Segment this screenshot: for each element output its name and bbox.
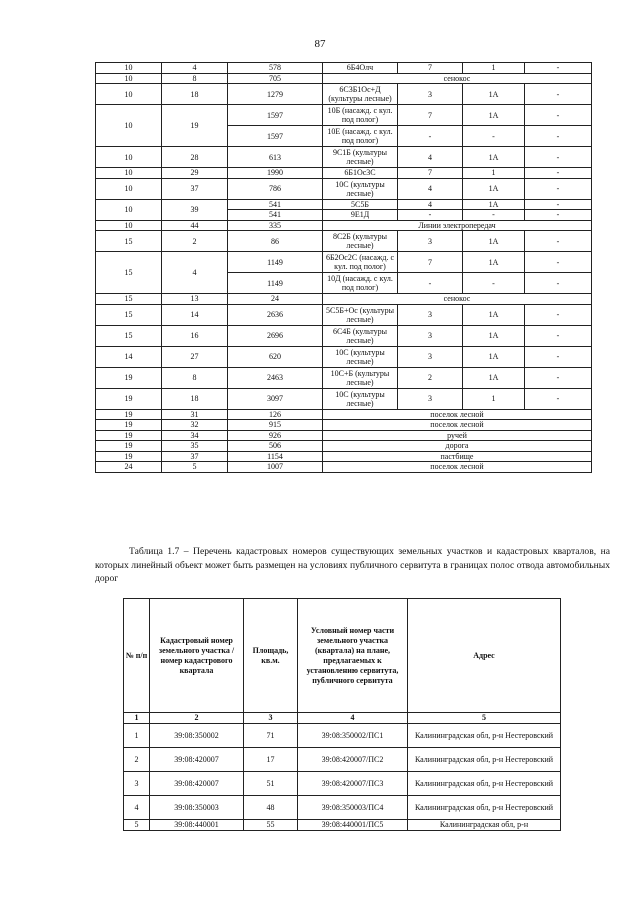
land-type-cell: ручей — [323, 430, 592, 441]
area-cell: 51 — [244, 772, 298, 796]
class-cell: 3 — [398, 304, 463, 325]
table-row — [96, 84, 592, 105]
quarter-cell: 19 — [96, 441, 162, 452]
area-cell: 1597 — [228, 126, 323, 147]
extra-cell: - — [525, 231, 592, 252]
composition-cell: 10С+Б (культуры лесные) — [323, 367, 398, 388]
extra-cell: - — [525, 84, 592, 105]
area-cell: 506 — [228, 441, 323, 452]
page-number: 87 — [314, 38, 326, 50]
plot-cell: 31 — [162, 409, 228, 420]
extra-cell: - — [525, 199, 592, 210]
table-row — [96, 231, 592, 252]
table-row — [96, 105, 592, 126]
quarter-cell: 15 — [96, 231, 162, 252]
category-cell: 1А — [463, 231, 525, 252]
quarter-cell: 10 — [96, 168, 162, 179]
area-cell: 926 — [228, 430, 323, 441]
quarter-cell: 15 — [96, 252, 162, 294]
plot-cell: 13 — [162, 294, 228, 305]
cadastral-number-cell: 39:08:350003 — [150, 796, 244, 820]
plot-cell: 18 — [162, 84, 228, 105]
class-cell: 7 — [398, 168, 463, 179]
category-cell: 1А — [463, 178, 525, 199]
header-cadastral-number: Кадастровый номер земельного участка /номер кадастрового квартала — [150, 599, 244, 713]
category-cell: 1 — [463, 168, 525, 179]
class-cell: 4 — [398, 147, 463, 168]
area-cell: 24 — [228, 294, 323, 305]
column-number: 2 — [150, 713, 244, 724]
table-row — [124, 796, 561, 820]
plot-cell: 19 — [162, 105, 228, 147]
category-cell: 1А — [463, 325, 525, 346]
extra-cell: - — [525, 63, 592, 74]
row-number-cell: 1 — [124, 724, 150, 748]
address-cell: Калининградская обл, р-н Нестеровский — [408, 748, 561, 772]
plot-cell: 29 — [162, 168, 228, 179]
plot-cell: 8 — [162, 367, 228, 388]
category-cell: 1А — [463, 147, 525, 168]
plot-cell: 32 — [162, 420, 228, 431]
composition-cell: 6С3Б1Ос+Д (культуры лесные) — [323, 84, 398, 105]
plot-cell: 37 — [162, 178, 228, 199]
area-cell: 1149 — [228, 273, 323, 294]
plot-cell: 8 — [162, 73, 228, 84]
table-row — [124, 724, 561, 748]
easement-part-cell: 39:08:420007/ПС3 — [298, 772, 408, 796]
category-cell: 1А — [463, 367, 525, 388]
area-cell: 1007 — [228, 462, 323, 473]
table-row — [96, 168, 592, 179]
composition-cell: 6Б1Ос3С — [323, 168, 398, 179]
table-row — [96, 367, 592, 388]
table-row — [124, 772, 561, 796]
easement-part-cell: 39:08:420007/ПС2 — [298, 748, 408, 772]
area-cell: 915 — [228, 420, 323, 431]
plot-cell: 39 — [162, 199, 228, 220]
class-cell: 4 — [398, 178, 463, 199]
class-cell: 3 — [398, 84, 463, 105]
extra-cell: - — [525, 147, 592, 168]
address-cell: Калининградская обл, р-н Нестеровский — [408, 772, 561, 796]
quarter-cell: 15 — [96, 325, 162, 346]
area-cell: 786 — [228, 178, 323, 199]
land-type-cell: поселок лесной — [323, 462, 592, 473]
plot-cell: 27 — [162, 346, 228, 367]
table-row — [96, 304, 592, 325]
land-type-cell: сенокос — [323, 294, 592, 305]
area-cell: 55 — [244, 820, 298, 831]
area-cell: 705 — [228, 73, 323, 84]
category-cell: 1А — [463, 252, 525, 273]
quarter-cell: 10 — [96, 220, 162, 231]
table-row — [96, 388, 592, 409]
column-number: 1 — [124, 713, 150, 724]
address-cell: Калининградская обл, р-н Нестеровский — [408, 724, 561, 748]
quarter-cell: 19 — [96, 388, 162, 409]
composition-cell: 10Б (насажд. с кул. под полог) — [323, 105, 398, 126]
class-cell: 3 — [398, 325, 463, 346]
land-type-cell: поселок лесной — [323, 420, 592, 431]
easement-table — [123, 598, 561, 831]
table-row — [96, 346, 592, 367]
category-cell: 1А — [463, 84, 525, 105]
plot-cell: 37 — [162, 451, 228, 462]
category-cell: 1 — [463, 388, 525, 409]
column-number: 4 — [298, 713, 408, 724]
extra-cell: - — [525, 388, 592, 409]
easement-part-cell: 39:08:440001/ПС5 — [298, 820, 408, 831]
area-cell: 126 — [228, 409, 323, 420]
plot-cell: 18 — [162, 388, 228, 409]
plot-cell: 35 — [162, 441, 228, 452]
extra-cell: - — [525, 346, 592, 367]
header-address: Адрес — [408, 599, 561, 713]
quarter-cell: 19 — [96, 451, 162, 462]
easement-table-body — [124, 724, 561, 831]
plot-cell: 2 — [162, 231, 228, 252]
composition-cell: 10С (культуры лесные) — [323, 388, 398, 409]
table-row — [96, 294, 592, 305]
easement-part-cell: 39:08:350003/ПС4 — [298, 796, 408, 820]
cadastral-number-cell: 39:08:420007 — [150, 772, 244, 796]
table-row — [96, 462, 592, 473]
composition-cell: 10Е (насажд. с кул. под полог) — [323, 126, 398, 147]
land-type-cell: сенокос — [323, 73, 592, 84]
table-caption-text: Таблица 1.7 – Перечень кадастровых номеров существующих земельных участков и кадастровых кварталов, на которых линейный объект может быть размещен на условиях публичного сервитута в границах полос отвода автомобильных дорог — [95, 546, 610, 584]
header-area: Площадь, кв.м. — [244, 599, 298, 713]
quarter-cell: 19 — [96, 409, 162, 420]
extra-cell: - — [525, 210, 592, 221]
composition-cell: 5С5Б+Ос (культуры лесные) — [323, 304, 398, 325]
class-cell: 3 — [398, 231, 463, 252]
area-cell: 1597 — [228, 105, 323, 126]
class-cell: - — [398, 126, 463, 147]
quarter-cell: 10 — [96, 199, 162, 220]
area-cell: 1990 — [228, 168, 323, 179]
row-number-cell: 4 — [124, 796, 150, 820]
extra-cell: - — [525, 304, 592, 325]
quarter-cell: 10 — [96, 73, 162, 84]
class-cell: 7 — [398, 105, 463, 126]
category-cell: 1А — [463, 105, 525, 126]
plot-cell: 16 — [162, 325, 228, 346]
table-row — [96, 73, 592, 84]
category-cell: - — [463, 210, 525, 221]
extra-cell: - — [525, 178, 592, 199]
table-row — [96, 220, 592, 231]
table-row — [124, 820, 561, 831]
plot-cell: 4 — [162, 63, 228, 74]
land-type-cell: пастбище — [323, 451, 592, 462]
area-cell: 48 — [244, 796, 298, 820]
address-cell: Калининградская обл, р-н — [408, 820, 561, 831]
composition-cell: 6Б4Олч — [323, 63, 398, 74]
table-row — [124, 748, 561, 772]
quarter-cell: 24 — [96, 462, 162, 473]
cadastral-number-cell: 39:08:350002 — [150, 724, 244, 748]
table-row — [96, 178, 592, 199]
extra-cell: - — [525, 273, 592, 294]
row-number-cell: 2 — [124, 748, 150, 772]
forest-plots-table — [95, 62, 592, 473]
composition-cell: 10Д (насажд. с кул. под полог) — [323, 273, 398, 294]
class-cell: 3 — [398, 346, 463, 367]
category-cell: 1А — [463, 346, 525, 367]
plot-cell: 4 — [162, 252, 228, 294]
area-cell: 541 — [228, 210, 323, 221]
column-number: 3 — [244, 713, 298, 724]
quarter-cell: 15 — [96, 304, 162, 325]
land-type-cell: дорога — [323, 441, 592, 452]
quarter-cell: 10 — [96, 84, 162, 105]
quarter-cell: 14 — [96, 346, 162, 367]
area-cell: 71 — [244, 724, 298, 748]
table-caption — [95, 545, 610, 586]
composition-cell: 10С (культуры лесные) — [323, 346, 398, 367]
table-row — [96, 63, 592, 74]
table-row — [96, 420, 592, 431]
cadastral-number-cell: 39:08:420007 — [150, 748, 244, 772]
header-easement-part-number: Условный номер части земельного участка (квартала) на плане, предлагаемых к установлению сервитута, публичного сервитута — [298, 599, 408, 713]
class-cell: 3 — [398, 388, 463, 409]
quarter-cell: 10 — [96, 178, 162, 199]
area-cell: 541 — [228, 199, 323, 210]
quarter-cell: 10 — [96, 105, 162, 147]
quarter-cell: 10 — [96, 63, 162, 74]
table-row — [96, 147, 592, 168]
class-cell: 7 — [398, 252, 463, 273]
composition-cell: 10С (культуры лесные) — [323, 178, 398, 199]
row-number-cell: 3 — [124, 772, 150, 796]
land-type-cell: Линии электропередач — [323, 220, 592, 231]
plot-cell: 44 — [162, 220, 228, 231]
class-cell: - — [398, 210, 463, 221]
plot-cell: 5 — [162, 462, 228, 473]
extra-cell: - — [525, 325, 592, 346]
area-cell: 335 — [228, 220, 323, 231]
quarter-cell: 19 — [96, 430, 162, 441]
area-cell: 1279 — [228, 84, 323, 105]
area-cell: 2463 — [228, 367, 323, 388]
area-cell: 620 — [228, 346, 323, 367]
category-cell: 1А — [463, 304, 525, 325]
area-cell: 578 — [228, 63, 323, 74]
quarter-cell: 15 — [96, 294, 162, 305]
category-cell: 1А — [463, 199, 525, 210]
header-number: № п/п — [124, 599, 150, 713]
area-cell: 17 — [244, 748, 298, 772]
area-cell: 3097 — [228, 388, 323, 409]
extra-cell: - — [525, 126, 592, 147]
composition-cell: 6Б2Ос2С (насажд. с кул. под полог) — [323, 252, 398, 273]
extra-cell: - — [525, 105, 592, 126]
category-cell: 1 — [463, 63, 525, 74]
composition-cell: 9С1Б (культуры лесные) — [323, 147, 398, 168]
quarter-cell: 19 — [96, 420, 162, 431]
forest-plots-table-body — [96, 63, 592, 473]
table-row — [96, 430, 592, 441]
area-cell: 1149 — [228, 252, 323, 273]
composition-cell: 8С2Б (культуры лесные) — [323, 231, 398, 252]
class-cell: 7 — [398, 63, 463, 74]
quarter-cell: 19 — [96, 367, 162, 388]
class-cell: - — [398, 273, 463, 294]
area-cell: 86 — [228, 231, 323, 252]
composition-cell: 5С5Б — [323, 199, 398, 210]
table-row — [96, 441, 592, 452]
table-row — [96, 325, 592, 346]
category-cell: - — [463, 126, 525, 147]
table-row — [96, 199, 592, 210]
area-cell: 2696 — [228, 325, 323, 346]
extra-cell: - — [525, 367, 592, 388]
class-cell: 4 — [398, 199, 463, 210]
row-number-cell: 5 — [124, 820, 150, 831]
land-type-cell: поселок лесной — [323, 409, 592, 420]
easement-table-header — [124, 599, 561, 713]
composition-cell: 6С4Б (культуры лесные) — [323, 325, 398, 346]
easement-part-cell: 39:08:350002/ПС1 — [298, 724, 408, 748]
plot-cell: 34 — [162, 430, 228, 441]
table-row — [96, 451, 592, 462]
address-cell: Калининградская обл, р-н Нестеровский — [408, 796, 561, 820]
plot-cell: 28 — [162, 147, 228, 168]
table-row — [96, 252, 592, 273]
category-cell: - — [463, 273, 525, 294]
quarter-cell: 10 — [96, 147, 162, 168]
extra-cell: - — [525, 168, 592, 179]
column-number: 5 — [408, 713, 561, 724]
area-cell: 2636 — [228, 304, 323, 325]
class-cell: 2 — [398, 367, 463, 388]
composition-cell: 9Е1Д — [323, 210, 398, 221]
table-row — [96, 409, 592, 420]
extra-cell: - — [525, 252, 592, 273]
easement-table-column-numbers — [124, 713, 561, 724]
cadastral-number-cell: 39:08:440001 — [150, 820, 244, 831]
area-cell: 613 — [228, 147, 323, 168]
plot-cell: 14 — [162, 304, 228, 325]
area-cell: 1154 — [228, 451, 323, 462]
